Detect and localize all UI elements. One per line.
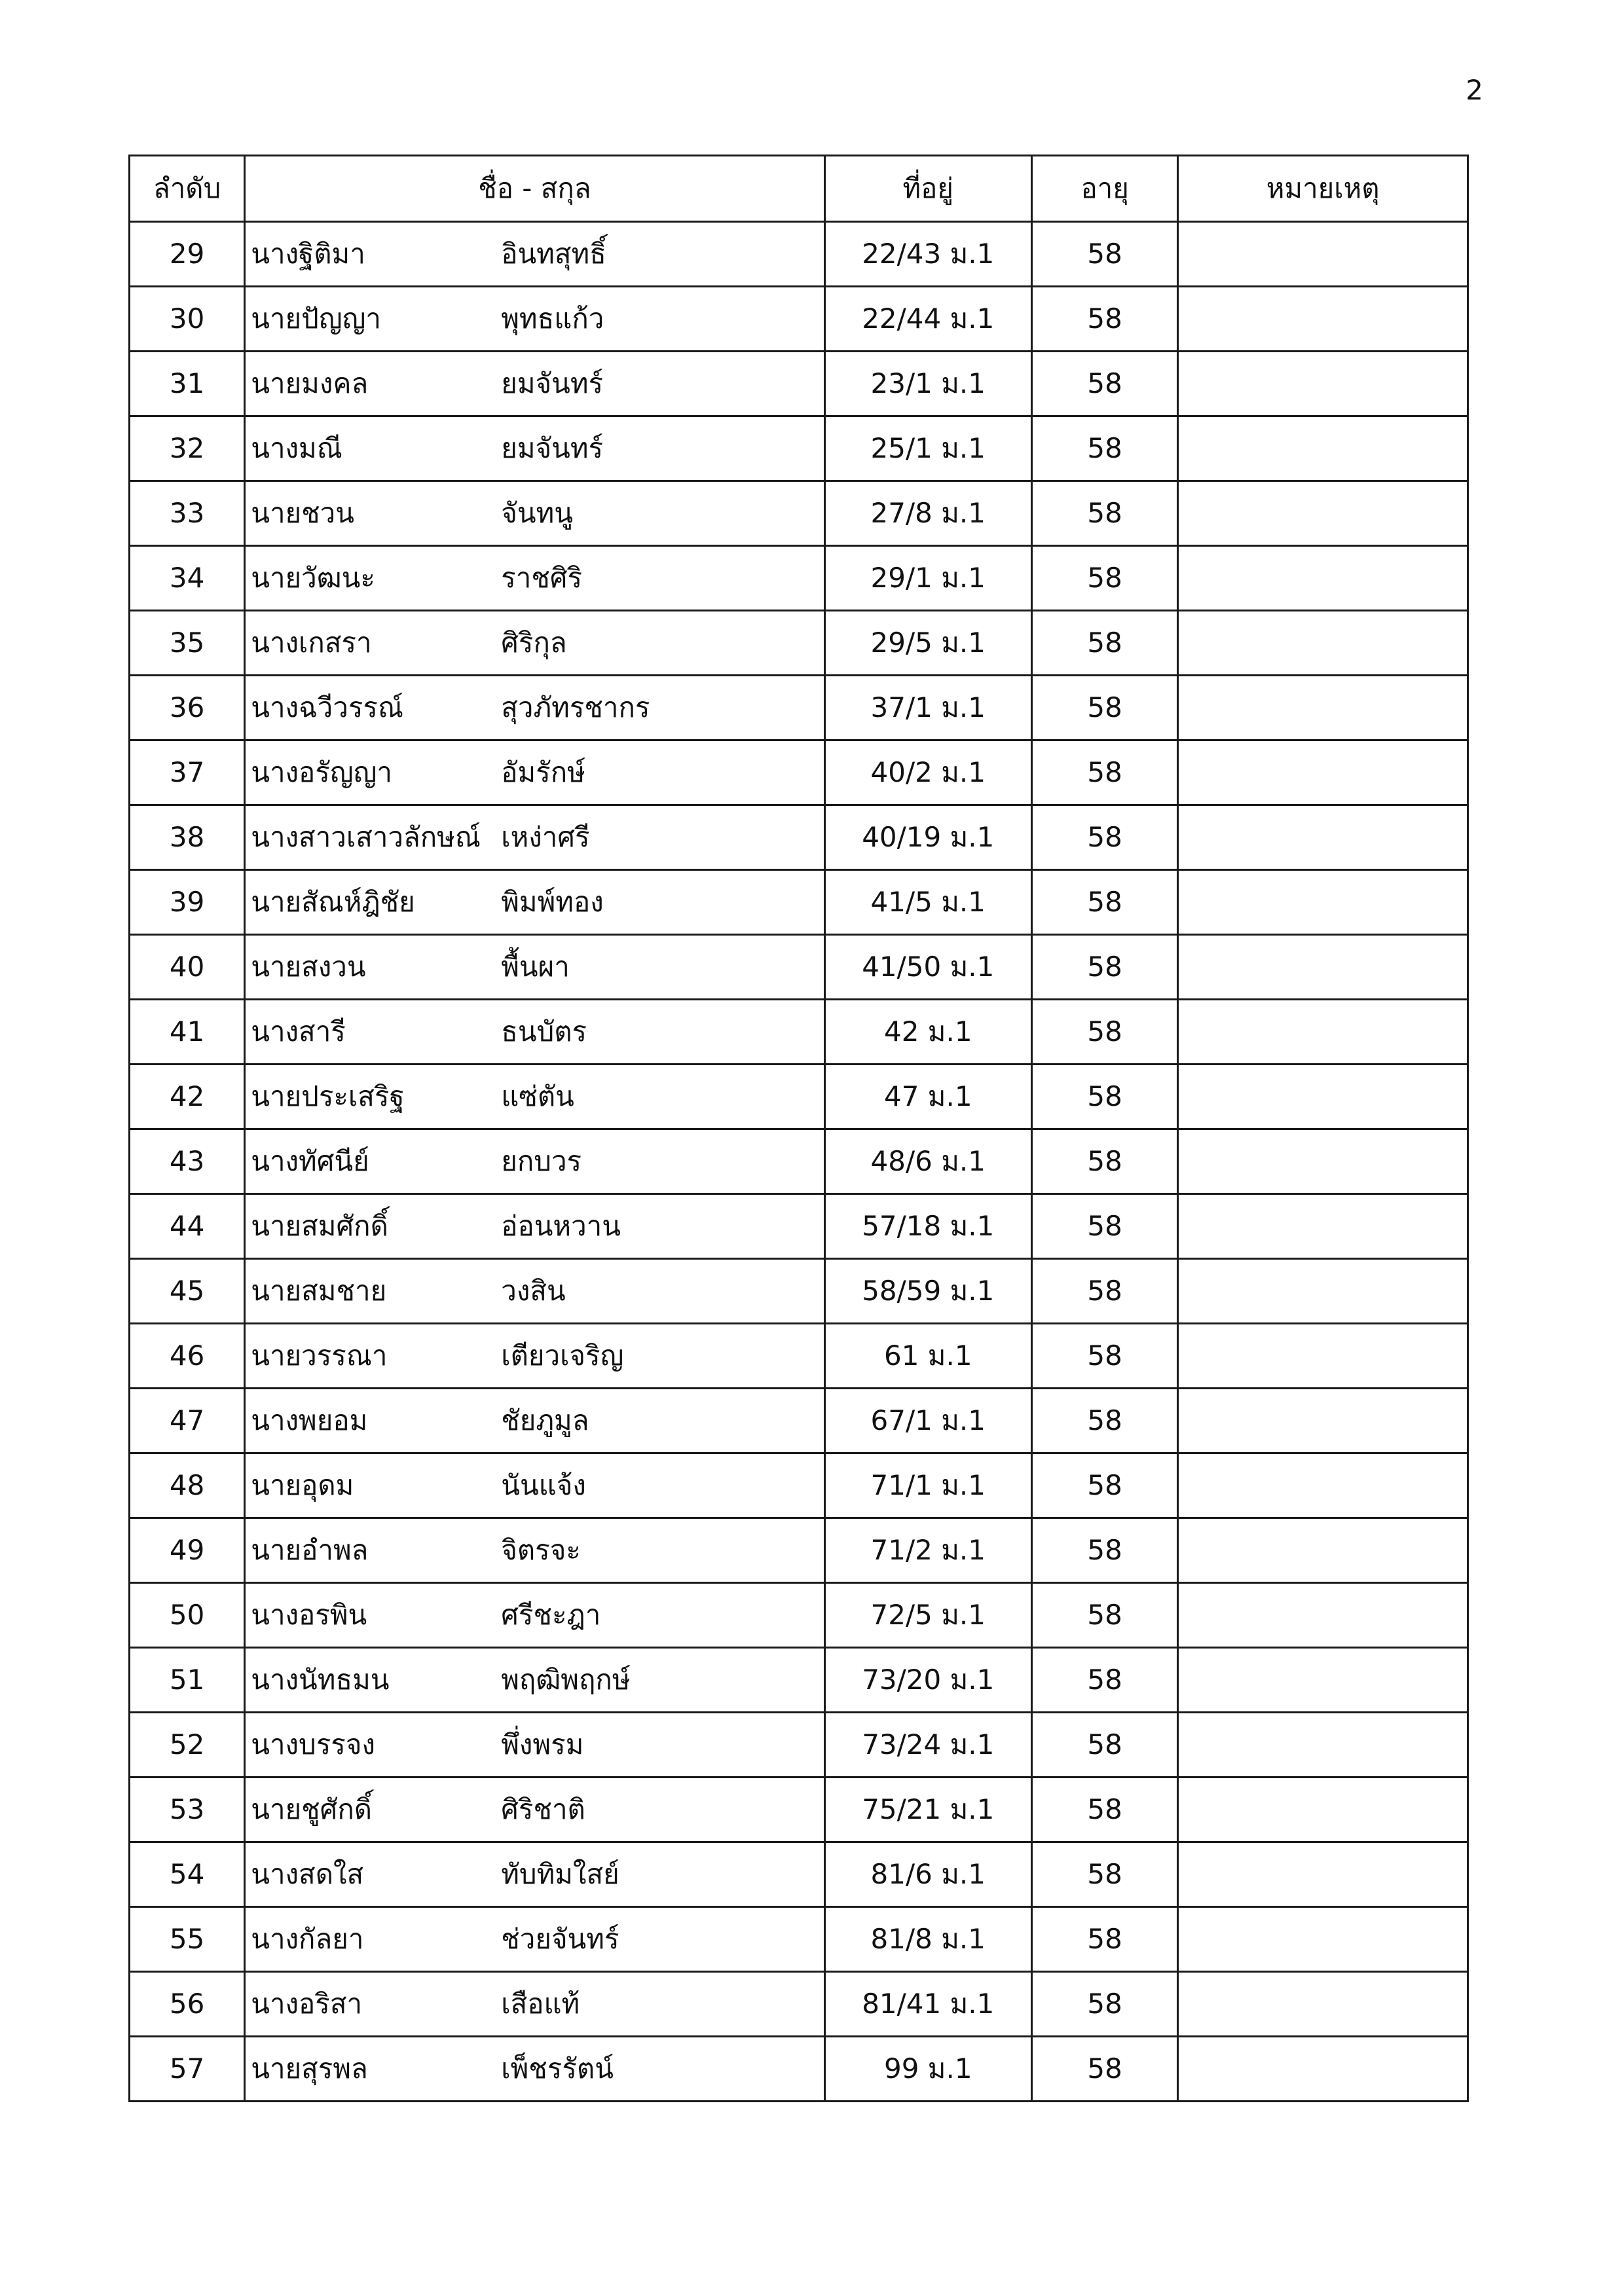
cell-note [1178, 1065, 1468, 1129]
cell-name [245, 1907, 824, 1972]
cell-name [245, 676, 824, 740]
last-name: พึ่งพรม [501, 1728, 584, 1760]
cell-no: 29 [130, 222, 245, 287]
cell-address: 99 ม.1 [824, 2037, 1031, 2102]
cell-note [1178, 1713, 1468, 1777]
first-name: นายวัฒนะ [251, 561, 375, 594]
last-name: ยกบวร [501, 1144, 582, 1177]
cell-note [1178, 611, 1468, 676]
first-name: นายปัญญา [251, 302, 381, 335]
cell-note [1178, 1453, 1468, 1518]
cell-age: 58 [1032, 1000, 1178, 1065]
table-row [130, 1129, 1468, 1194]
cell-age: 58 [1032, 676, 1178, 740]
cell-no: 35 [130, 611, 245, 676]
cell-note [1178, 1518, 1468, 1583]
cell-note [1178, 805, 1468, 870]
table-row [130, 1842, 1468, 1907]
first-name: นางกัลยา [251, 1922, 364, 1955]
cell-no: 45 [130, 1259, 245, 1324]
cell-address: 57/18 ม.1 [824, 1194, 1031, 1259]
cell-address: 40/2 ม.1 [824, 740, 1031, 805]
cell-note [1178, 1259, 1468, 1324]
cell-address: 73/20 ม.1 [824, 1648, 1031, 1713]
last-name: จิตรจะ [501, 1533, 581, 1566]
first-name: นายอำพล [251, 1533, 369, 1566]
cell-note [1178, 1389, 1468, 1453]
cell-address: 67/1 ม.1 [824, 1389, 1031, 1453]
cell-address: 29/1 ม.1 [824, 546, 1031, 611]
cell-name [245, 2037, 824, 2102]
table-row [130, 740, 1468, 805]
cell-note [1178, 222, 1468, 287]
header-age: อายุ [1032, 156, 1178, 222]
cell-no: 36 [130, 676, 245, 740]
first-name: นายชูศักดิ์ [251, 1793, 373, 1825]
cell-age: 58 [1032, 1972, 1178, 2037]
header-row [130, 156, 1468, 222]
cell-age: 58 [1032, 1129, 1178, 1194]
cell-no: 39 [130, 870, 245, 935]
cell-address: 23/1 ม.1 [824, 352, 1031, 416]
cell-name [245, 1842, 824, 1907]
cell-no: 37 [130, 740, 245, 805]
cell-name [245, 870, 824, 935]
table-row [130, 1972, 1468, 2037]
first-name: นางพยอม [251, 1404, 368, 1436]
cell-age: 58 [1032, 287, 1178, 352]
table-row [130, 935, 1468, 1000]
table-row [130, 222, 1468, 287]
cell-note [1178, 352, 1468, 416]
last-name: ศรีชะฎา [501, 1598, 601, 1631]
table-row [130, 287, 1468, 352]
cell-note [1178, 1907, 1468, 1972]
cell-age: 58 [1032, 1777, 1178, 1842]
last-name: พุทธแก้ว [501, 302, 604, 335]
table-row [130, 1907, 1468, 1972]
cell-no: 31 [130, 352, 245, 416]
cell-name [245, 935, 824, 1000]
first-name: นายสุรพล [251, 2052, 368, 2085]
last-name: ทับทิมใสย์ [501, 1857, 619, 1890]
table-body [130, 222, 1468, 2102]
last-name: แซ่ตัน [501, 1080, 574, 1112]
cell-note [1178, 1129, 1468, 1194]
last-name: เหง่าศรี [501, 820, 590, 853]
table-row [130, 1259, 1468, 1324]
last-name: พฤฒิพฤกษ์ [501, 1663, 631, 1696]
cell-no: 40 [130, 935, 245, 1000]
cell-note [1178, 1194, 1468, 1259]
last-name: เพ็ชรรัตน์ [501, 2052, 614, 2085]
first-name: นางนัทธมน [251, 1663, 390, 1696]
last-name: ช่วยจันทร์ [501, 1922, 619, 1955]
table-row [130, 1648, 1468, 1713]
cell-name [245, 1000, 824, 1065]
cell-age: 58 [1032, 1842, 1178, 1907]
cell-name [245, 1518, 824, 1583]
cell-age: 58 [1032, 740, 1178, 805]
cell-no: 49 [130, 1518, 245, 1583]
cell-age: 58 [1032, 222, 1178, 287]
last-name: พื้นผา [501, 950, 570, 983]
cell-name [245, 1777, 824, 1842]
cell-age: 58 [1032, 870, 1178, 935]
cell-note [1178, 676, 1468, 740]
cell-age: 58 [1032, 805, 1178, 870]
cell-no: 43 [130, 1129, 245, 1194]
cell-name [245, 611, 824, 676]
table-row [130, 1065, 1468, 1129]
cell-age: 58 [1032, 611, 1178, 676]
cell-no: 55 [130, 1907, 245, 1972]
table-row [130, 870, 1468, 935]
cell-name [245, 1972, 824, 2037]
cell-note [1178, 935, 1468, 1000]
cell-address: 41/50 ม.1 [824, 935, 1031, 1000]
cell-age: 58 [1032, 546, 1178, 611]
cell-address: 61 ม.1 [824, 1324, 1031, 1389]
cell-address: 47 ม.1 [824, 1065, 1031, 1129]
cell-address: 27/8 ม.1 [824, 481, 1031, 546]
header-address: ที่อยู่ [824, 156, 1031, 222]
table-row [130, 546, 1468, 611]
cell-no: 50 [130, 1583, 245, 1648]
cell-no: 53 [130, 1777, 245, 1842]
cell-age: 58 [1032, 1518, 1178, 1583]
cell-no: 34 [130, 546, 245, 611]
cell-no: 51 [130, 1648, 245, 1713]
cell-age: 58 [1032, 481, 1178, 546]
cell-age: 58 [1032, 1907, 1178, 1972]
first-name: นางอรัญญา [251, 756, 392, 788]
cell-address: 22/44 ม.1 [824, 287, 1031, 352]
cell-name [245, 740, 824, 805]
cell-no: 33 [130, 481, 245, 546]
table-row [130, 676, 1468, 740]
table-row [130, 352, 1468, 416]
cell-address: 81/41 ม.1 [824, 1972, 1031, 2037]
cell-note [1178, 287, 1468, 352]
cell-age: 58 [1032, 1583, 1178, 1648]
first-name: นายชวน [251, 496, 354, 529]
table-row [130, 1389, 1468, 1453]
first-name: นางสดใส [251, 1857, 364, 1890]
cell-age: 58 [1032, 1194, 1178, 1259]
first-name: นายสมชาย [251, 1274, 387, 1307]
cell-age: 58 [1032, 1713, 1178, 1777]
table-row [130, 1713, 1468, 1777]
first-name: นายประเสริฐ [251, 1080, 405, 1112]
cell-no: 44 [130, 1194, 245, 1259]
cell-note [1178, 546, 1468, 611]
cell-address: 40/19 ม.1 [824, 805, 1031, 870]
first-name: นางฉวีวรรณ์ [251, 691, 403, 723]
cell-note [1178, 1324, 1468, 1389]
cell-name [245, 546, 824, 611]
cell-no: 54 [130, 1842, 245, 1907]
table-row [130, 805, 1468, 870]
first-name: นางเกสรา [251, 626, 372, 659]
cell-name [245, 805, 824, 870]
cell-name [245, 1065, 824, 1129]
last-name: ยมจันทร์ [501, 431, 604, 464]
cell-note [1178, 1000, 1468, 1065]
cell-address: 75/21 ม.1 [824, 1777, 1031, 1842]
cell-no: 52 [130, 1713, 245, 1777]
last-name: ยมจันทร์ [501, 367, 604, 399]
roster-table [128, 155, 1469, 2102]
cell-age: 58 [1032, 2037, 1178, 2102]
cell-name [245, 1453, 824, 1518]
cell-age: 58 [1032, 416, 1178, 481]
cell-note [1178, 1842, 1468, 1907]
table-row [130, 1194, 1468, 1259]
cell-address: 41/5 ม.1 [824, 870, 1031, 935]
header-no: ลำดับ [130, 156, 245, 222]
cell-address: 58/59 ม.1 [824, 1259, 1031, 1324]
cell-name [245, 481, 824, 546]
cell-no: 56 [130, 1972, 245, 2037]
cell-address: 37/1 ม.1 [824, 676, 1031, 740]
last-name: ธนบัตร [501, 1015, 587, 1048]
cell-note [1178, 1583, 1468, 1648]
first-name: นายมงคล [251, 367, 369, 399]
cell-address: 29/5 ม.1 [824, 611, 1031, 676]
cell-note [1178, 416, 1468, 481]
table-row [130, 1777, 1468, 1842]
table-row [130, 2037, 1468, 2102]
cell-note [1178, 870, 1468, 935]
table-row [130, 1324, 1468, 1389]
table-row [130, 1518, 1468, 1583]
cell-no: 42 [130, 1065, 245, 1129]
header-note: หมายเหตุ [1178, 156, 1468, 222]
cell-no: 46 [130, 1324, 245, 1389]
cell-note [1178, 2037, 1468, 2102]
first-name: นายอุดม [251, 1468, 354, 1501]
cell-name [245, 222, 824, 287]
cell-no: 48 [130, 1453, 245, 1518]
first-name: นางอรพิน [251, 1598, 367, 1631]
cell-age: 58 [1032, 935, 1178, 1000]
cell-name [245, 1324, 824, 1389]
cell-age: 58 [1032, 1065, 1178, 1129]
cell-name [245, 1129, 824, 1194]
cell-name [245, 1259, 824, 1324]
last-name: เสือแท้ [501, 1987, 580, 2020]
cell-address: 48/6 ม.1 [824, 1129, 1031, 1194]
first-name: นางมณี [251, 431, 342, 464]
last-name: อ่อนหวาน [501, 1209, 621, 1242]
page-number: 2 [1466, 74, 1483, 106]
last-name: อัมรักษ์ [501, 756, 585, 788]
cell-address: 71/2 ม.1 [824, 1518, 1031, 1583]
cell-address: 71/1 ม.1 [824, 1453, 1031, 1518]
header-name: ชื่อ - สกุล [245, 156, 824, 222]
first-name: นางฐิติมา [251, 237, 365, 270]
cell-age: 58 [1032, 1259, 1178, 1324]
table-row [130, 1453, 1468, 1518]
cell-age: 58 [1032, 1324, 1178, 1389]
table-row [130, 481, 1468, 546]
first-name: นางทัศนีย์ [251, 1144, 369, 1177]
first-name: นายวรรณา [251, 1339, 388, 1372]
cell-age: 58 [1032, 352, 1178, 416]
table-row [130, 1000, 1468, 1065]
first-name: นางบรรจง [251, 1728, 375, 1760]
cell-no: 47 [130, 1389, 245, 1453]
cell-address: 81/8 ม.1 [824, 1907, 1031, 1972]
cell-address: 72/5 ม.1 [824, 1583, 1031, 1648]
last-name: ชัยภูมูล [501, 1404, 589, 1436]
cell-age: 58 [1032, 1648, 1178, 1713]
table-header [130, 156, 1468, 222]
last-name: เตียวเจริญ [501, 1339, 624, 1372]
cell-name [245, 1389, 824, 1453]
cell-name [245, 416, 824, 481]
first-name: นายสงวน [251, 950, 366, 983]
last-name: จันทนู [501, 496, 573, 529]
cell-age: 58 [1032, 1453, 1178, 1518]
cell-note [1178, 1972, 1468, 2037]
cell-name [245, 1713, 824, 1777]
last-name: ศิริชาติ [501, 1793, 585, 1825]
cell-note [1178, 740, 1468, 805]
last-name: ราชศิริ [501, 561, 583, 594]
cell-no: 57 [130, 2037, 245, 2102]
table-row [130, 416, 1468, 481]
cell-address: 42 ม.1 [824, 1000, 1031, 1065]
table-row [130, 1583, 1468, 1648]
table-row [130, 611, 1468, 676]
cell-name [245, 287, 824, 352]
last-name: วงสิน [501, 1274, 566, 1307]
cell-no: 38 [130, 805, 245, 870]
cell-name [245, 1648, 824, 1713]
last-name: อินทสุทธิ์ [501, 237, 606, 270]
first-name: นางอริสา [251, 1987, 363, 2020]
cell-note [1178, 1648, 1468, 1713]
cell-no: 32 [130, 416, 245, 481]
last-name: ศิริกุล [501, 626, 567, 659]
cell-name [245, 1194, 824, 1259]
cell-no: 41 [130, 1000, 245, 1065]
first-name: นางสาวเสาวลักษณ์ [251, 820, 481, 853]
cell-note [1178, 1777, 1468, 1842]
cell-address: 22/43 ม.1 [824, 222, 1031, 287]
first-name: นางสารี [251, 1015, 346, 1048]
last-name: สุวภัทรชากร [501, 691, 650, 723]
cell-no: 30 [130, 287, 245, 352]
cell-age: 58 [1032, 1389, 1178, 1453]
cell-address: 25/1 ม.1 [824, 416, 1031, 481]
cell-name [245, 1583, 824, 1648]
first-name: นายสมศักดิ์ [251, 1209, 388, 1242]
cell-address: 81/6 ม.1 [824, 1842, 1031, 1907]
cell-address: 73/24 ม.1 [824, 1713, 1031, 1777]
cell-note [1178, 481, 1468, 546]
last-name: นันแจ้ง [501, 1468, 586, 1501]
last-name: พิมพ์ทอง [501, 885, 604, 918]
cell-name [245, 352, 824, 416]
first-name: นายสัณห์ฎิชัย [251, 885, 415, 918]
